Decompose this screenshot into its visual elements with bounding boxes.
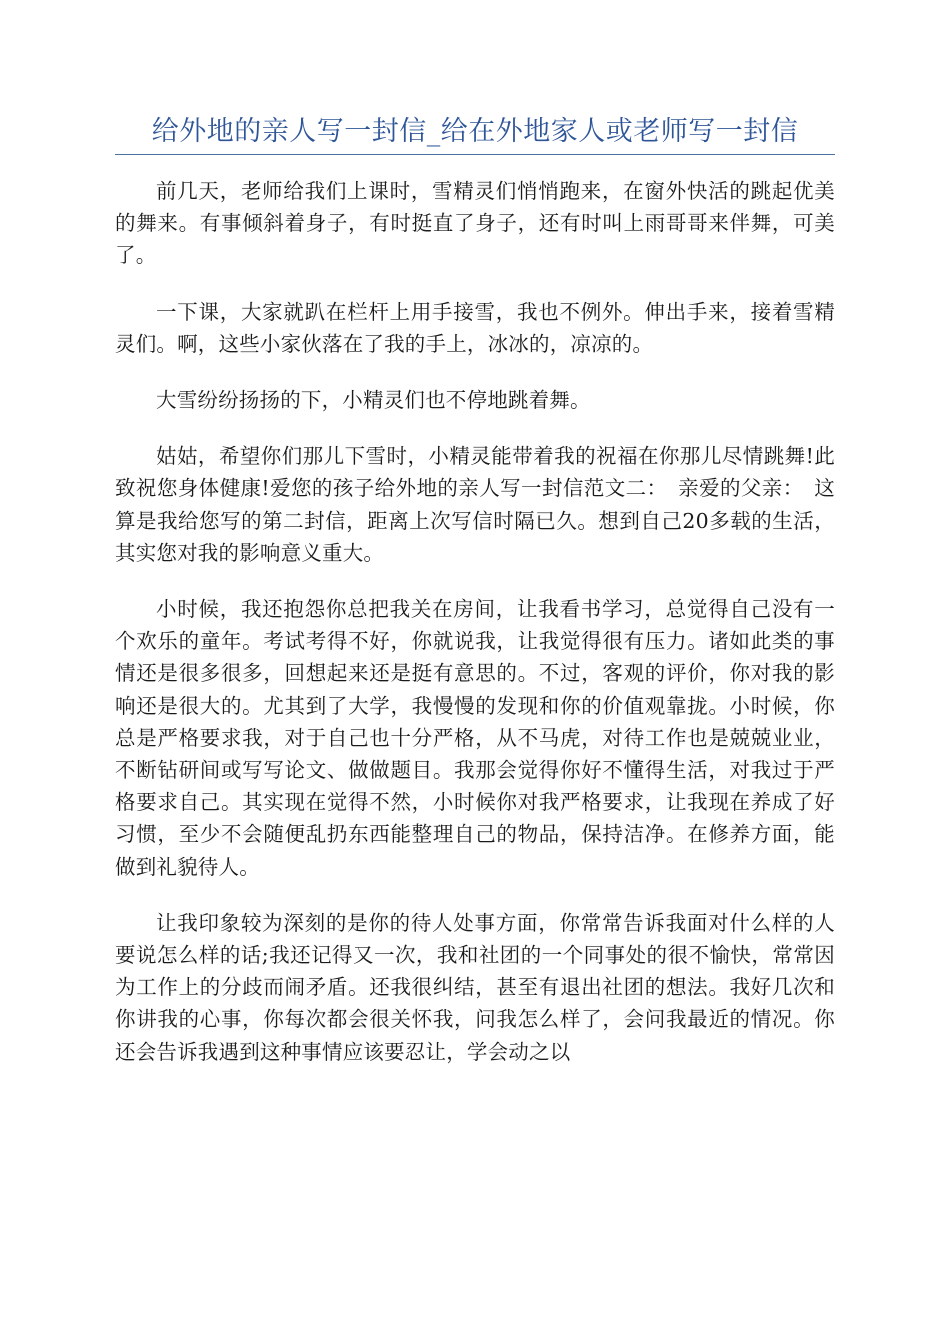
paragraph: 大雪纷纷扬扬的下，小精灵们也不停地跳着舞。	[156, 388, 591, 413]
paragraph: 一下课，大家就趴在栏杆上用手接雪，我也不例外。伸出手来，接着雪精灵们。啊，这些小家伙落在了我的手上，冰冰的，凉凉的。	[115, 299, 835, 356]
document-body	[115, 175, 835, 1092]
paragraph: 让我印象较为深刻的是你的待人处事方面，你常常告诉我面对什么样的人要说怎么样的话;我还记得又一次，我和社团的一个同事处的很不愉快，常常因为工作上的分歧而闹矛盾。还我很纠结，甚至有退出社团的想法。我好几次和你讲我的心事，你每次都会很关怀我，问我怎么样了，会问我最近的情况。你还会告诉我遇到这种事情应该要忍让，学会动之以	[115, 910, 835, 1064]
paragraph: 前几天，老师给我们上课时，雪精灵们悄悄跑来，在窗外快活的跳起优美的舞来。有事倾斜着身子，有时挺直了身子，还有时叫上雨哥哥来伴舞，可美了。	[115, 179, 835, 268]
paragraph: 姑姑，希望你们那儿下雪时，小精灵能带着我的祝福在你那儿尽情跳舞!此致祝您身体健康!爱您的孩子给外地的亲人写一封信范文二： 亲爱的父亲： 这算是我给您写的第二封信，距离上次写信时隔已久。想到自己20多载的生活，其实您对我的影响意义重大。	[115, 444, 835, 565]
title-underline	[115, 154, 835, 155]
paragraph: 小时候，我还抱怨你总把我关在房间，让我看书学习，总觉得自己没有一个欢乐的童年。考试考得不好，你就说我，让我觉得很有压力。诸如此类的事情还是很多很多，回想起来还是挺有意思的。不过，客观的评价，你对我的影响还是很大的。尤其到了大学，我慢慢的发现和你的价值观靠拢。小时候，你总是严格要求我，对于自己也十分严格，从不马虎，对待工作也是兢兢业业，不断钻研间或写写论文、做做题目。我那会觉得你好不懂得生活，对我过于严格要求自己。其实现在觉得不然，小时候你对我严格要求，让我现在养成了好习惯，至少不会随便乱扔东西能整理自己的物品，保持洁净。在修养方面，能做到礼貌待人。	[115, 597, 835, 879]
document-title: 给外地的亲人写一封信_给在外地家人或老师写一封信	[151, 116, 799, 147]
